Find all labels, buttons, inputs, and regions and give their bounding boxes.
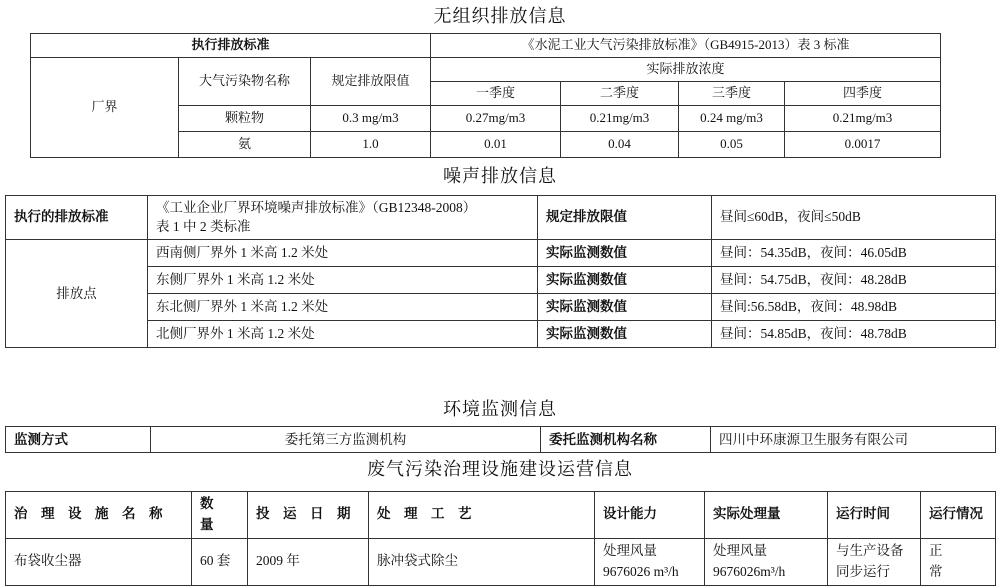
quarter-3-header: 三季度	[679, 81, 785, 105]
title-waste-gas-facility-info: 废气污染治理设施建设运营信息	[367, 458, 633, 479]
environment-monitoring-table	[5, 426, 996, 453]
actual-throughput: 处理风量 9676026m³/h	[705, 538, 828, 585]
q3-value: 0.05	[679, 131, 785, 157]
table-row	[6, 239, 996, 266]
q1-value: 0.27mg/m3	[431, 105, 561, 131]
operation-status: 正 常	[921, 538, 996, 585]
operation-time: 与生产设备 同步运行	[828, 538, 921, 585]
noise-standard-label: 执行的排放标准	[6, 195, 148, 239]
quarter-1-header: 一季度	[431, 81, 561, 105]
pollutant-limit: 0.3 mg/m3	[311, 105, 431, 131]
table-row	[6, 538, 996, 585]
emission-point-label: 排放点	[6, 239, 148, 347]
table-row	[6, 320, 996, 347]
facility-name-header: 治 理 设 施 名 称	[6, 491, 192, 538]
exec-standard-value: 《水泥工业大气污染排放标准》（GB4915-2013）表 3 标准	[431, 34, 941, 58]
waste-gas-facility-table	[5, 491, 996, 586]
actual-throughput-header: 实际处理量	[705, 491, 828, 538]
monitoring-method-label: 监测方式	[6, 426, 151, 452]
unorganized-emission-table	[30, 33, 941, 158]
exec-standard-label: 执行排放标准	[31, 34, 431, 58]
q2-value: 0.21mg/m3	[561, 105, 679, 131]
monitor-location: 东侧厂界外 1 米高 1.2 米处	[148, 266, 538, 293]
monitor-value-label: 实际监测数值	[538, 266, 712, 293]
title-noise-emission-info: 噪声排放信息	[443, 165, 557, 186]
operation-status-header: 运行情况	[921, 491, 996, 538]
monitoring-method-value: 委托第三方监测机构	[151, 426, 541, 452]
q2-value: 0.04	[561, 131, 679, 157]
facility-quantity: 60 套	[192, 538, 248, 585]
actual-concentration-header: 实际排放浓度	[431, 57, 941, 81]
noise-limit-value: 昼间≤60dB，夜间≤50dB	[712, 195, 996, 239]
emission-limit-header: 规定排放限值	[311, 57, 431, 105]
document-page	[0, 5, 1000, 586]
pollutant-name: 氨	[179, 131, 311, 157]
design-capacity: 处理风量 9676026 m³/h	[595, 538, 705, 585]
monitor-value-label: 实际监测数值	[538, 239, 712, 266]
pollutant-name: 颗粒物	[179, 105, 311, 131]
title-environment-monitoring-info: 环境监测信息	[443, 398, 557, 419]
quarter-4-header: 四季度	[785, 81, 941, 105]
pollutant-name-header: 大气污染物名称	[179, 57, 311, 105]
title-unorganized-emission-info: 无组织排放信息	[433, 6, 567, 26]
commission-date: 2009 年	[248, 538, 369, 585]
monitor-value-label: 实际监测数值	[538, 320, 712, 347]
q4-value: 0.0017	[785, 131, 941, 157]
monitor-value: 昼间:56.58dB，夜间：48.98dB	[712, 293, 996, 320]
noise-limit-label: 规定排放限值	[538, 195, 712, 239]
table-row	[6, 266, 996, 293]
monitoring-org-label: 委托监测机构名称	[541, 426, 711, 452]
treatment-process: 脉冲袋式除尘	[369, 538, 595, 585]
monitor-value-label: 实际监测数值	[538, 293, 712, 320]
pollutant-limit: 1.0	[311, 131, 431, 157]
monitor-value: 昼间：54.75dB，夜间：48.28dB	[712, 266, 996, 293]
process-header: 处 理 工 艺	[369, 491, 595, 538]
q4-value: 0.21mg/m3	[785, 105, 941, 131]
facility-name: 布袋收尘器	[6, 538, 192, 585]
factory-boundary-label: 厂界	[31, 57, 179, 157]
noise-standard-value: 《工业企业厂界环境噪声排放标准》（GB12348-2008） 表 1 中 2 类标准	[148, 195, 538, 239]
noise-emission-table	[5, 195, 996, 348]
design-capacity-header: 设计能力	[595, 491, 705, 538]
commission-date-header: 投 运 日 期	[248, 491, 369, 538]
monitoring-org-value: 四川中环康源卫生服务有限公司	[711, 426, 996, 452]
table-row	[6, 293, 996, 320]
monitor-value: 昼间：54.85dB，夜间：48.78dB	[712, 320, 996, 347]
monitor-location: 东北侧厂界外 1 米高 1.2 米处	[148, 293, 538, 320]
monitor-value: 昼间：54.35dB，夜间：46.05dB	[712, 239, 996, 266]
operation-time-header: 运行时间	[828, 491, 921, 538]
q3-value: 0.24 mg/m3	[679, 105, 785, 131]
quarter-2-header: 二季度	[561, 81, 679, 105]
monitor-location: 北侧厂界外 1 米高 1.2 米处	[148, 320, 538, 347]
q1-value: 0.01	[431, 131, 561, 157]
quantity-header: 数 量	[192, 491, 248, 538]
monitor-location: 西南侧厂界外 1 米高 1.2 米处	[148, 239, 538, 266]
